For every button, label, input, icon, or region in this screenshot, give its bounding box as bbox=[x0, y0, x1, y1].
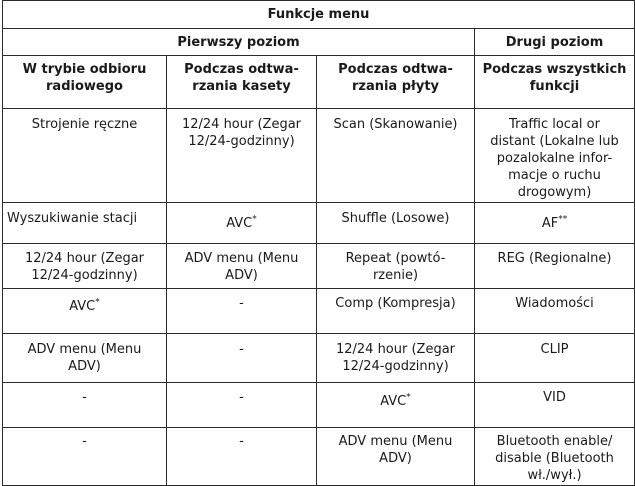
table-cell: AVC* bbox=[167, 203, 317, 244]
column-header-row bbox=[3, 56, 635, 109]
table-cell: Repeat (powtó- rzenie) bbox=[317, 244, 475, 289]
column-header-cassette: Podczas odtwa- rzania kasety bbox=[167, 56, 317, 109]
footnote-mark: ** bbox=[558, 214, 568, 225]
table-cell: Bluetooth enable/ disable (Bluetooth wł./wył.) bbox=[475, 428, 635, 486]
footnote-mark: * bbox=[95, 297, 100, 308]
level-row bbox=[3, 29, 635, 56]
second-level-header: Drugi poziom bbox=[475, 29, 635, 56]
column-header-disc: Podczas odtwa- rzania płyty bbox=[317, 56, 475, 109]
table-row bbox=[3, 334, 635, 383]
footnote-mark: * bbox=[252, 214, 257, 225]
table-cell: Shuffle (Losowe) bbox=[317, 203, 475, 244]
title-row bbox=[3, 1, 635, 29]
table-cell: 12/24 hour (Zegar 12/24-godzinny) bbox=[167, 109, 317, 203]
table-cell: Scan (Skanowanie) bbox=[317, 109, 475, 203]
table-cell: 12/24 hour (Zegar 12/24-godzinny) bbox=[3, 244, 167, 289]
table-cell: Traffic local or distant (Lokalne lub pozalokalne infor- macje o ruchu drogowym) bbox=[475, 109, 635, 203]
table-cell: CLIP bbox=[475, 334, 635, 383]
table-cell: - bbox=[167, 289, 317, 334]
table-cell: AVC* bbox=[317, 383, 475, 428]
table-cell: Comp (Kompresja) bbox=[317, 289, 475, 334]
table-cell: ADV menu (Menu ADV) bbox=[167, 244, 317, 289]
table-cell: AVC* bbox=[3, 289, 167, 334]
table-cell: - bbox=[3, 383, 167, 428]
table-title: Funkcje menu bbox=[3, 1, 635, 29]
table-row bbox=[3, 203, 635, 244]
table-cell: ADV menu (Menu ADV) bbox=[317, 428, 475, 486]
first-level-header: Pierwszy poziom bbox=[3, 29, 475, 56]
footnote-mark: * bbox=[406, 392, 411, 403]
table-cell: Wyszukiwanie stacji bbox=[3, 203, 167, 244]
table-cell: - bbox=[167, 334, 317, 383]
menu-functions-table bbox=[2, 0, 635, 486]
table-cell: Wiadomości bbox=[475, 289, 635, 334]
table-row bbox=[3, 289, 635, 334]
column-header-radio: W trybie odbioru radiowego bbox=[3, 56, 167, 109]
table-cell: AF** bbox=[475, 203, 635, 244]
table-cell: VID bbox=[475, 383, 635, 428]
table-row bbox=[3, 244, 635, 289]
table-row bbox=[3, 109, 635, 203]
table-cell: Strojenie ręczne bbox=[3, 109, 167, 203]
table-cell: ADV menu (Menu ADV) bbox=[3, 334, 167, 383]
table-cell: - bbox=[167, 428, 317, 486]
column-header-all-functions: Podczas wszystkich funkcji bbox=[475, 56, 635, 109]
table-cell: - bbox=[167, 383, 317, 428]
table-cell: REG (Regionalne) bbox=[475, 244, 635, 289]
table-row bbox=[3, 383, 635, 428]
table-row bbox=[3, 428, 635, 486]
table-cell: - bbox=[3, 428, 167, 486]
table-cell: 12/24 hour (Zegar 12/24-godzinny) bbox=[317, 334, 475, 383]
